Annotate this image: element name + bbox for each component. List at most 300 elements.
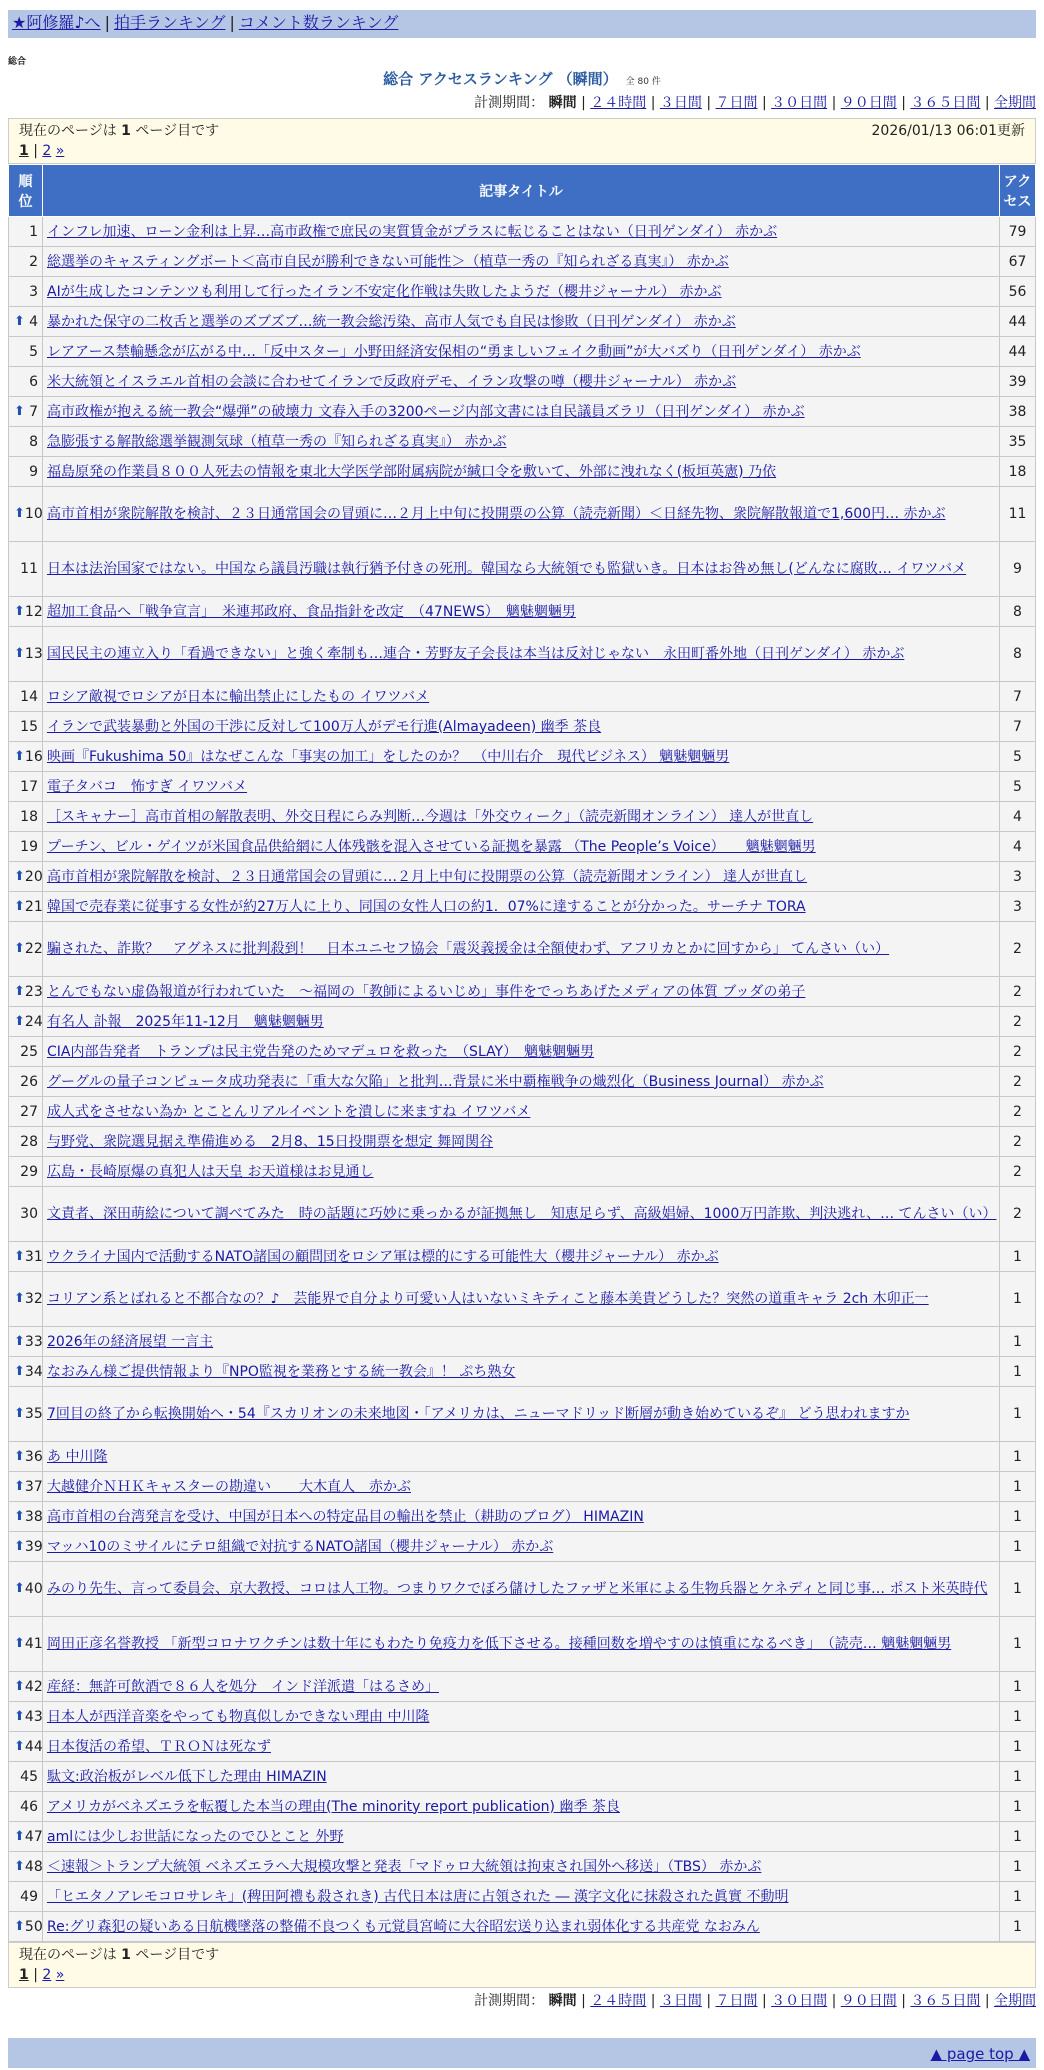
article-link[interactable]: あ 中川隆: [47, 1448, 108, 1465]
access-count: 9: [1000, 542, 1036, 597]
title-cell: [43, 277, 1000, 307]
access-count: 11: [1000, 487, 1036, 542]
article-link[interactable]: 日本復活の希望、ＴＲＯＮは死なず: [47, 1738, 271, 1755]
period-link-4-bottom[interactable]: ９０日間: [840, 1993, 897, 2009]
rank-cell: [9, 1037, 43, 1067]
rank-cell: [9, 1702, 43, 1732]
table-row: [9, 1097, 1036, 1127]
table-row: [9, 1912, 1036, 1942]
up-arrow-icon: ⬆: [14, 1013, 25, 1029]
up-arrow-icon: ⬆: [14, 748, 25, 764]
access-count: 2: [1000, 1157, 1036, 1187]
title-cell: [43, 1792, 1000, 1822]
access-count: 38: [1000, 397, 1036, 427]
next-page-link[interactable]: »: [55, 143, 65, 159]
access-count: 1: [1000, 1327, 1036, 1357]
next-page-link-bottom[interactable]: »: [55, 1967, 65, 1983]
rank-number: 38: [24, 1508, 43, 1525]
table-row: [9, 1357, 1036, 1387]
rank-cell: [9, 427, 43, 457]
rank-cell: [9, 307, 43, 337]
rank-cell: [9, 1882, 43, 1912]
rank-cell: [9, 802, 43, 832]
rank-cell: [9, 397, 43, 427]
access-count: 1: [1000, 1732, 1036, 1762]
article-link[interactable]: 広島・長崎原爆の真犯人は天皇 お天道様はお見通し: [47, 1163, 374, 1180]
rank-number: 3: [29, 283, 38, 300]
up-arrow-icon: ⬆: [14, 1448, 25, 1464]
article-link[interactable]: ウクライナ国内で活動するNATO諸国の顧問団をロシア軍は標的にする可能性大（櫻井ジャーナル） 赤かぶ: [47, 1248, 719, 1265]
rank-number: 17: [20, 778, 38, 795]
article-link[interactable]: 米大統領とイスラエル首相の会談に合わせてイランで反政府デモ、イラン攻撃の噂（櫻井ジャーナル） 赤かぶ: [47, 373, 737, 390]
table-row: [9, 1472, 1036, 1502]
table-row: [9, 682, 1036, 712]
access-count: 1: [1000, 1357, 1036, 1387]
rank-cell: [9, 217, 43, 247]
table-row: [9, 457, 1036, 487]
table-row: [9, 1272, 1036, 1327]
rank-number: 35: [24, 1406, 43, 1422]
page-info-text-bottom: 現在のページは 1 ページ目です: [19, 1947, 220, 1963]
rank-cell: [9, 862, 43, 892]
up-arrow-icon: ⬆: [14, 1708, 25, 1724]
rank-cell: [9, 1097, 43, 1127]
title-cell: [43, 307, 1000, 337]
ranking-table: [8, 164, 1036, 1942]
access-count: 39: [1000, 367, 1036, 397]
rank-cell: [9, 337, 43, 367]
access-count: 2: [1000, 1097, 1036, 1127]
page-2-link-bottom[interactable]: 2: [42, 1967, 52, 1983]
article-link[interactable]: 高市首相が衆院解散を検討、２３日通常国会の冒頭に…２月上中旬に投開票の公算（読売新聞）＜日経先物、衆院解散報道で1,600円… 赤かぶ: [47, 506, 946, 522]
table-row: [9, 977, 1036, 1007]
access-count: 1: [1000, 1272, 1036, 1327]
period-label: 計測期間：: [474, 95, 545, 111]
table-row: [9, 1157, 1036, 1187]
article-link[interactable]: 駄文:政治板がレベル低下した理由 HIMAZIN: [47, 1768, 327, 1785]
table-row: [9, 1387, 1036, 1442]
rank-number: 6: [29, 373, 38, 390]
article-link[interactable]: 超加工食品へ「戦争宣言」 米連邦政府、食品指針を改定 （47NEWS） 魑魅魍魎男: [47, 603, 576, 620]
total-count: 全 80 件: [625, 77, 661, 87]
article-link[interactable]: 産経：無許可飲酒で８６人を処分 インド洋派遣「はるさめ」: [47, 1678, 439, 1695]
up-arrow-icon: ⬆: [14, 1918, 25, 1934]
access-count: 3: [1000, 892, 1036, 922]
access-count: 5: [1000, 742, 1036, 772]
table-row: [9, 397, 1036, 427]
access-count: 79: [1000, 217, 1036, 247]
table-row: [9, 1882, 1036, 1912]
access-count: 1: [1000, 1242, 1036, 1272]
rank-cell: [9, 682, 43, 712]
article-link[interactable]: 「ヒエタノアレモコロサレキ」(稗田阿禮も殺されき) 古代日本は唐に占領された ― 漢字文化に抹殺された眞實 不動明: [47, 1888, 789, 1905]
up-arrow-icon: ⬆: [14, 1738, 25, 1754]
title-cell: [43, 487, 1000, 542]
category-label: 総合: [8, 57, 27, 67]
rank-cell: [9, 1127, 43, 1157]
rank-number: 37: [24, 1478, 43, 1495]
access-count: 1: [1000, 1882, 1036, 1912]
table-row: [9, 1672, 1036, 1702]
rank-number: 26: [20, 1073, 38, 1090]
title-cell: [43, 1007, 1000, 1037]
article-link[interactable]: 与野党、衆院選見据え準備進める 2月8、15日投開票を想定 舞岡関谷: [47, 1133, 494, 1150]
home-link[interactable]: ★阿修羅♪へ: [12, 13, 101, 32]
rank-number: 23: [24, 983, 43, 1000]
period-link-5-bottom[interactable]: ３６５日間: [910, 1993, 981, 2009]
article-link[interactable]: amlには少しお世話になったのでひとこと 外野: [47, 1828, 344, 1845]
title-cell: [43, 337, 1000, 367]
table-row: [9, 247, 1036, 277]
title-cell: [43, 1272, 1000, 1327]
up-arrow-icon: ⬆: [14, 1478, 25, 1494]
up-arrow-icon: ⬆: [14, 1248, 25, 1264]
rank-cell: [9, 1562, 43, 1617]
article-link[interactable]: 高市首相の台湾発言を受け、中国が日本への特定品目の輸出を禁止（耕助のブログ） HIMAZIN: [47, 1508, 644, 1525]
access-count: 1: [1000, 1672, 1036, 1702]
rank-number: 1: [29, 223, 38, 240]
title-cell: [43, 1357, 1000, 1387]
period-link-1-bottom[interactable]: ３日間: [659, 1993, 702, 2009]
article-link[interactable]: 高市政権が抱える統一教会“爆弾”の破壊力 文春入手の3200ページ内部文書には自民議員ズラリ（日刊ゲンダイ） 赤かぶ: [47, 403, 805, 420]
up-arrow-icon: ⬆: [14, 1291, 25, 1306]
article-link[interactable]: イランで武装暴動と外国の干渉に反対して100万人がデモ行進(Almayadeen) 幽季 茶良: [47, 718, 602, 735]
table-row: [9, 1442, 1036, 1472]
title-cell: [43, 1327, 1000, 1357]
access-count: 2: [1000, 1067, 1036, 1097]
rank-cell: [9, 1327, 43, 1357]
title-cell: [43, 1097, 1000, 1127]
rank-cell: [9, 1187, 43, 1242]
top-nav-bar: ★阿修羅♪へ | 拍手ランキング | コメント数ランキング: [8, 10, 1036, 38]
table-row: [9, 217, 1036, 247]
access-count: 4: [1000, 832, 1036, 862]
rank-number: 42: [24, 1678, 43, 1695]
page-info-panel-bottom: [8, 1942, 1036, 1988]
article-link[interactable]: アメリカがベネズエラを転覆した本当の理由(The minority report publication) 幽季 茶良: [47, 1798, 620, 1815]
article-link[interactable]: 有名人 訃報 2025年11-12月 魑魅魍魎男: [47, 1013, 324, 1030]
rank-number: 47: [24, 1828, 43, 1845]
table-row: [9, 277, 1036, 307]
table-row: [9, 1007, 1036, 1037]
period-current: 瞬間: [548, 95, 577, 111]
up-arrow-icon: ⬆: [14, 1333, 25, 1349]
article-link[interactable]: マッハ10のミサイルにテロ組織で対抗するNATO諸国（櫻井ジャーナル） 赤かぶ: [47, 1538, 554, 1555]
rank-cell: [9, 1442, 43, 1472]
article-link[interactable]: 2026年の経済展望 一言主: [47, 1333, 214, 1350]
rank-cell: [9, 457, 43, 487]
rank-cell: [9, 1067, 43, 1097]
access-count: 2: [1000, 1127, 1036, 1157]
rank-cell: [9, 597, 43, 627]
title-cell: [43, 922, 1000, 977]
ranking-title-text: 総合 アクセスランキング （瞬間）: [383, 70, 618, 88]
rank-number: 5: [29, 343, 38, 360]
rank-number: 18: [20, 808, 38, 825]
rank-cell: [9, 367, 43, 397]
access-count: 2: [1000, 1037, 1036, 1067]
rank-cell: [9, 1792, 43, 1822]
rank-cell: [9, 1762, 43, 1792]
table-row: [9, 802, 1036, 832]
title-cell: [43, 1672, 1000, 1702]
article-link[interactable]: 電子タバコ 怖すぎ イワツバメ: [47, 778, 248, 795]
table-row: [9, 1187, 1036, 1242]
period-link-1[interactable]: ３日間: [659, 95, 702, 111]
title-cell: [43, 457, 1000, 487]
article-link[interactable]: Re:グリ森犯の疑いある日航機墜落の整備不良つくも元覚員宮崎に大谷昭宏送り込まれ弱体化する共産党 なおみん: [47, 1918, 760, 1935]
article-link[interactable]: 国民民主の連立入り「看過できない」と強く牽制も…連合・芳野友子会長は本当は反対じゃない 永田町番外地（日刊ゲンダイ） 赤かぶ: [47, 646, 905, 662]
table-row: [9, 1792, 1036, 1822]
title-cell: [43, 1067, 1000, 1097]
article-link[interactable]: 映画『Fukushima 50』はなぜこんな「事実の加工」をしたのか？ （中川右介 現代ビジネス） 魑魅魍魎男: [47, 748, 730, 765]
period-link-6-bottom[interactable]: 全期間: [994, 1993, 1036, 2009]
table-row: [9, 712, 1036, 742]
rank-number: 25: [20, 1043, 38, 1060]
title-cell: [43, 397, 1000, 427]
title-cell: [43, 217, 1000, 247]
up-arrow-icon: ⬆: [14, 603, 25, 619]
rank-number: 50: [24, 1918, 43, 1935]
period-selector-top: 計測期間： 瞬間 | ２４時間 | ３日間 | ７日間 | ３０日間 | ９０日間 | ３６５日間 | 全期間: [474, 95, 1036, 111]
article-link[interactable]: とんでもない虚偽報道が行われていた ～福岡の「教師によるいじめ」事件をでっちあげたメディアの体質 ブッダの弟子: [47, 983, 806, 1000]
rank-number: 30: [20, 1206, 38, 1222]
period-link-2[interactable]: ７日間: [715, 95, 758, 111]
rank-number: 19: [20, 838, 38, 855]
table-row: [9, 367, 1036, 397]
article-link[interactable]: 暴かれた保守の二枚舌と選挙のズブズブ…統一教会総汚染、高市人気でも自民は惨敗（日刊ゲンダイ） 赤かぶ: [47, 313, 736, 330]
title-cell: [43, 1472, 1000, 1502]
table-row: [9, 922, 1036, 977]
table-row: [9, 542, 1036, 597]
comment-ranking-link[interactable]: コメント数ランキング: [238, 13, 399, 32]
title-cell: [43, 247, 1000, 277]
up-arrow-icon: ⬆: [14, 1858, 25, 1874]
rank-number: 15: [20, 718, 38, 735]
article-link[interactable]: CIA内部告発者 トランプは民主党告発のためマデュロを救った （SLAY） 魑魅魍魎男: [47, 1043, 595, 1060]
table-row: [9, 1037, 1036, 1067]
rank-cell: [9, 712, 43, 742]
period-link-0[interactable]: ２４時間: [590, 95, 647, 111]
header-rank: 順位: [9, 165, 43, 217]
rank-number: 33: [24, 1333, 43, 1350]
rank-number: 14: [20, 688, 38, 705]
title-cell: [43, 1387, 1000, 1442]
rank-cell: [9, 542, 43, 597]
period-current-bottom: 瞬間: [548, 1993, 577, 2009]
footer-bar: [8, 2038, 1036, 2068]
article-link[interactable]: みのり先生、言って委員会、京大教授、コロは人工物。つまりワクでぼろ儲けしたファザと米軍による生物兵器とケネディと同じ事… ポスト米英時代: [47, 1581, 988, 1597]
article-link[interactable]: 総選挙のキャスティングボート＜高市自民が勝利できない可能性＞（植草一秀の『知られざる真実』） 赤かぶ: [47, 253, 729, 270]
period-link-6[interactable]: 全期間: [994, 95, 1036, 111]
rank-cell: [9, 892, 43, 922]
title-cell: [43, 1617, 1000, 1672]
article-link[interactable]: 成人式をさせない為か とことんリアルイベントを潰しに来ますね イワツバメ: [47, 1103, 531, 1120]
article-link[interactable]: 7回目の終了から転換開始へ・54『スカリオンの未来地図・「アメリカは、ニューマドリッド断層が動き始めているぞ』 どう思われますか: [47, 1406, 910, 1422]
title-cell: [43, 977, 1000, 1007]
title-cell: [43, 682, 1000, 712]
access-count: 67: [1000, 247, 1036, 277]
article-link[interactable]: ロシア敵視でロシアが日本に輸出禁止にしたもの イワツバメ: [47, 688, 430, 705]
up-arrow-icon: ⬆: [14, 1828, 25, 1844]
table-row: [9, 1702, 1036, 1732]
access-count: 44: [1000, 337, 1036, 367]
title-cell: [43, 427, 1000, 457]
period-link-4[interactable]: ９０日間: [840, 95, 897, 111]
page-2-link[interactable]: 2: [42, 143, 52, 159]
up-arrow-icon: ⬆: [14, 1406, 25, 1421]
title-cell: [43, 892, 1000, 922]
access-count: 44: [1000, 307, 1036, 337]
rank-cell: [9, 1732, 43, 1762]
article-link[interactable]: 急膨張する解散総選挙観測気球（植草一秀の『知られざる真実』） 赤かぶ: [47, 433, 507, 450]
table-row: [9, 307, 1036, 337]
rank-cell: [9, 1007, 43, 1037]
table-row: [9, 1327, 1036, 1357]
rank-number: 39: [24, 1538, 43, 1555]
article-link[interactable]: ［スキャナー］高市首相の解散表明、外交日程にらみ判断…今週は「外交ウィーク」（読売新聞オンライン） 達人が世直し: [47, 808, 814, 825]
table-row: [9, 1562, 1036, 1617]
access-count: 35: [1000, 427, 1036, 457]
table-row: [9, 862, 1036, 892]
title-cell: [43, 1732, 1000, 1762]
rank-cell: [9, 1472, 43, 1502]
up-arrow-icon: ⬆: [14, 868, 25, 884]
rank-cell: [9, 977, 43, 1007]
rank-number: 9: [29, 463, 38, 480]
title-cell: [43, 1852, 1000, 1882]
title-cell: [43, 832, 1000, 862]
article-link[interactable]: 文責者、深田萌絵について調べてみた 時の話題に巧妙に乗っかるが証拠無し 知恵足らず、高級娼婦、1000万円詐欺、判決逃れ、… てんさい（い）: [47, 1206, 997, 1222]
table-row: [9, 337, 1036, 367]
up-arrow-icon: ⬆: [14, 983, 25, 999]
rank-cell: [9, 1822, 43, 1852]
article-link[interactable]: AIが生成したコンテンツも利用して行ったイラン不安定化作戦は失敗したようだ（櫻井ジャーナル） 赤かぶ: [47, 283, 722, 300]
title-cell: [43, 597, 1000, 627]
rank-number: 49: [20, 1888, 38, 1905]
article-link[interactable]: 騙された、詐欺？ アグネスに批判殺到！ 日本ユニセフ協会「震災義援金は全額使わず、アフリカとかに回すから」 てんさい（い）: [47, 941, 890, 957]
page-current: 1: [19, 143, 29, 159]
rank-number: 41: [24, 1636, 43, 1652]
header-title: 記事タイトル: [43, 165, 1000, 217]
rank-cell: [9, 247, 43, 277]
article-link[interactable]: コリアン系とばれると不都合なの？♪ 芸能界で自分より可愛い人はいないミキティこと藤本美貴どうした？突然の道重キャラ 2ch 木卯正一: [47, 1291, 929, 1307]
table-row: [9, 427, 1036, 457]
up-arrow-icon: ⬆: [14, 506, 25, 521]
table-row: [9, 1732, 1036, 1762]
title-cell: [43, 1912, 1000, 1942]
rank-cell: [9, 627, 43, 682]
period-selector-bottom: 計測期間： 瞬間 | ２４時間 | ３日間 | ７日間 | ３０日間 | ９０日間 | ３６５日間 | 全期間: [474, 1993, 1036, 2009]
access-count: 56: [1000, 277, 1036, 307]
header-access: アクセス: [1000, 165, 1036, 217]
up-arrow-icon: ⬆: [14, 941, 25, 956]
title-cell: [43, 862, 1000, 892]
article-link[interactable]: 岡田正彦名誉教授 「新型コロナワクチンは数十年にもわたり免疫力を低下させる。接種回数を増やすのは慎重になるべき」 （読売… 魑魅魍魎男: [47, 1636, 952, 1652]
up-arrow-icon: ⬆: [14, 313, 25, 329]
article-link[interactable]: 日本人が西洋音楽をやっても物真似しかできない理由 中川隆: [47, 1708, 430, 1725]
rank-cell: [9, 1242, 43, 1272]
up-arrow-icon: ⬆: [14, 403, 25, 419]
article-link[interactable]: 日本は法治国家ではない。中国なら議員汚職は執行猶予付きの死刑。韓国なら大統領でも監獄いき。日本はお咎め無し(どんなに腐敗… イワツバメ: [47, 561, 967, 577]
rank-number: 34: [24, 1363, 43, 1380]
article-link[interactable]: 韓国で売春業に従事する女性が約27万人に上り、同国の女性人口の約1．07%に達することが分かった。サーチナ TORA: [47, 898, 806, 915]
title-cell: [43, 1562, 1000, 1617]
access-count: 1: [1000, 1702, 1036, 1732]
rank-number: 43: [24, 1708, 43, 1725]
applause-ranking-link[interactable]: 拍手ランキング: [113, 13, 226, 32]
rank-cell: [9, 922, 43, 977]
article-link[interactable]: グーグルの量子コンピュータ成功発表に「重大な欠陥」と批判…背景に米中覇権戦争の熾烈化（Business Journal） 赤かぶ: [47, 1073, 824, 1090]
page-top-link[interactable]: ▲ page top ▲: [930, 2045, 1030, 2063]
title-cell: [43, 1157, 1000, 1187]
rank-number: 16: [24, 748, 43, 765]
title-cell: [43, 1882, 1000, 1912]
table-row: [9, 1242, 1036, 1272]
title-cell: [43, 772, 1000, 802]
table-row: [9, 1852, 1036, 1882]
period-label-bottom: 計測期間：: [474, 1993, 545, 2009]
title-cell: [43, 1127, 1000, 1157]
period-link-3[interactable]: ３０日間: [771, 95, 828, 111]
article-link[interactable]: プーチン、ビル・ゲイツが米国食品供給網に人体残骸を混入させている証拠を暴露 （The People’s Voice） 魑魅魍魎男: [47, 838, 816, 855]
article-link[interactable]: 福島原発の作業員８００人死去の情報を東北大学医学部附属病院が緘口令を敷いて、外部に洩れなく(板垣英憲) 乃依: [47, 463, 777, 480]
rank-cell: [9, 487, 43, 542]
period-link-5[interactable]: ３６５日間: [910, 95, 981, 111]
rank-number: 36: [24, 1448, 43, 1465]
title-cell: [43, 1822, 1000, 1852]
article-link[interactable]: 高市首相が衆院解散を検討、２３日通常国会の冒頭に…２月上中旬に投開票の公算（読売新聞オンライン） 達人が世直し: [47, 868, 808, 885]
article-link[interactable]: ＜速報＞トランプ大統領 ベネズエラへ大規模攻撃と発表「マドゥロ大統領は拘束され国外へ移送」（TBS） 赤かぶ: [47, 1858, 762, 1875]
access-count: 1: [1000, 1912, 1036, 1942]
period-link-0-bottom[interactable]: ２４時間: [590, 1993, 647, 2009]
rank-number: 2: [29, 253, 38, 270]
table-row: [9, 892, 1036, 922]
article-link[interactable]: インフレ加速、ローン金利は上昇…高市政権で庶民の実質賃金がプラスに転じることはない（日刊ゲンダイ） 赤かぶ: [47, 223, 778, 240]
title-cell: [43, 1502, 1000, 1532]
access-count: 18: [1000, 457, 1036, 487]
article-link[interactable]: なおみん様ご提供情報より『NPO監視を業務とする統一教会』！ ぷち熟女: [47, 1363, 516, 1380]
rank-number: 48: [24, 1858, 43, 1875]
pagination-bottom: 1 | 2 »: [19, 1967, 65, 1983]
access-count: 7: [1000, 682, 1036, 712]
table-row: [9, 1067, 1036, 1097]
table-row: [9, 1502, 1036, 1532]
access-count: 2: [1000, 922, 1036, 977]
article-link[interactable]: レアアース禁輸懸念が広がる中…「反中スター」小野田経済安保相の“勇ましいフェイク動画”が大バズり（日刊ゲンダイ） 赤かぶ: [47, 343, 861, 360]
page-info-panel: [8, 118, 1036, 164]
period-link-3-bottom[interactable]: ３０日間: [771, 1993, 828, 2009]
access-count: 3: [1000, 862, 1036, 892]
title-cell: [43, 1037, 1000, 1067]
title-cell: [43, 712, 1000, 742]
access-count: 1: [1000, 1387, 1036, 1442]
rank-number: 28: [20, 1133, 38, 1150]
up-arrow-icon: ⬆: [14, 1636, 25, 1651]
title-cell: [43, 1762, 1000, 1792]
period-link-2-bottom[interactable]: ７日間: [715, 1993, 758, 2009]
rank-number: 22: [24, 941, 43, 957]
up-arrow-icon: ⬆: [14, 1581, 25, 1596]
rank-number: 21: [24, 898, 43, 915]
table-row: [9, 597, 1036, 627]
access-count: 2: [1000, 977, 1036, 1007]
article-link[interactable]: 大越健介ＮＨＫキャスターの勘違い 大木直人 赤かぶ: [47, 1478, 411, 1495]
access-count: 1: [1000, 1792, 1036, 1822]
access-count: 8: [1000, 627, 1036, 682]
table-row: [9, 487, 1036, 542]
access-count: 1: [1000, 1532, 1036, 1562]
